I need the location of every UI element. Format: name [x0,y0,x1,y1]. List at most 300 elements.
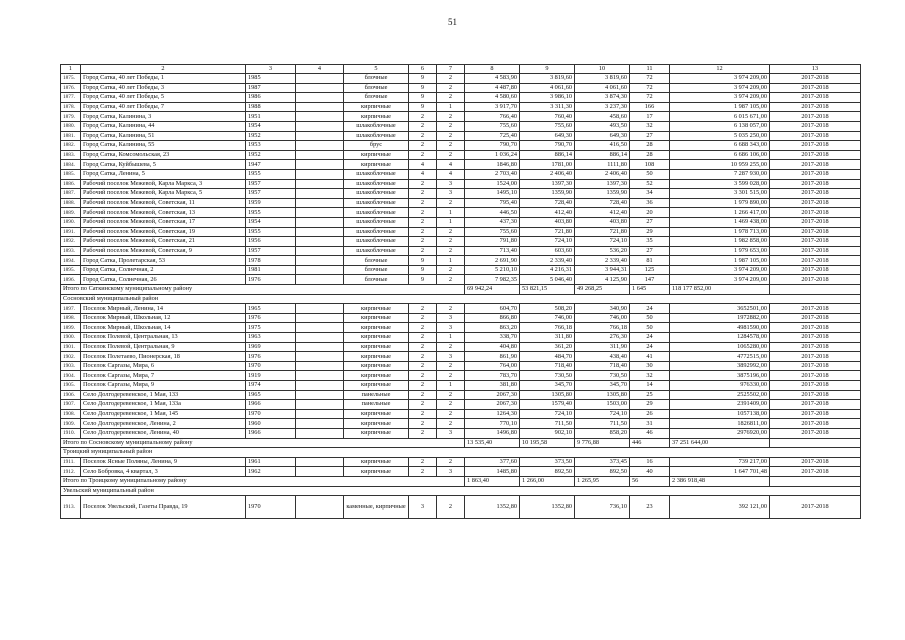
year-cell: 1987 [246,83,296,93]
address-cell: Село Бобровка, 4 квартал, 3 [81,467,246,477]
area-cell: 724,10 [575,237,630,247]
address-cell: Село Долгодеревенское, 1 Мая, 145 [81,409,246,419]
area-cell: 412,40 [520,208,575,218]
area-cell: 536,20 [575,246,630,256]
column-number-row [61,65,861,74]
period-cell: 2017-2018 [770,217,861,227]
area-cell: 404,80 [465,342,520,352]
column-number-cell: 6 [409,65,437,74]
area-cell: 7 982,35 [465,275,520,285]
floors-cell: 2 [409,428,437,438]
row-number-cell: 1887. [61,189,81,199]
entrances-cell: 2 [437,342,465,352]
empty-cell [296,179,344,189]
area-cell: 361,20 [520,342,575,352]
period-cell: 2017-2018 [770,352,861,362]
area-cell: 1524,00 [465,179,520,189]
area-cell: 764,00 [465,361,520,371]
total-area-cell: 49 268,25 [575,285,630,295]
residents-cell: 28 [630,141,670,151]
wall-material-cell: кирпичные [344,333,409,343]
row-number-cell: 1889. [61,208,81,218]
floors-cell: 2 [409,189,437,199]
period-cell: 2017-2018 [770,121,861,131]
empty-cell [296,131,344,141]
table-row [61,179,861,189]
table-row [61,467,861,477]
period-cell: 2017-2018 [770,419,861,429]
empty-cell [296,93,344,103]
row-number-cell: 1910. [61,428,81,438]
residents-cell: 27 [630,217,670,227]
wall-material-cell: кирпичные [344,342,409,352]
area-cell: 412,40 [575,208,630,218]
address-cell: Село Долгодеревенское, 1 Мая, 133а [81,400,246,410]
floors-cell: 2 [409,112,437,122]
wall-material-cell: блочные [344,275,409,285]
area-cell: 493,50 [575,121,630,131]
area-cell: 604,70 [465,304,520,314]
floors-cell: 2 [409,121,437,131]
residents-cell: 17 [630,112,670,122]
address-cell: Город Сатка, 40 лет Победы, 5 [81,93,246,103]
area-cell: 711,50 [520,419,575,429]
area-cell: 766,18 [575,323,630,333]
year-cell: 1970 [246,361,296,371]
residents-cell: 14 [630,381,670,391]
area-cell: 755,60 [520,121,575,131]
residents-cell: 20 [630,208,670,218]
table-row [61,169,861,179]
address-cell: Город Сатка, Калинина, 3 [81,112,246,122]
period-cell: 2017-2018 [770,265,861,275]
total-cost-cell: 2 386 918,48 [670,476,770,486]
floors-cell: 9 [409,93,437,103]
floors-cell: 2 [409,467,437,477]
wall-material-cell: каменные, кирпичные [344,496,409,519]
area-cell: 2 339,40 [520,256,575,266]
entrances-cell: 2 [437,371,465,381]
entrances-cell: 2 [437,74,465,84]
table-row [61,93,861,103]
wall-material-cell: кирпичные [344,371,409,381]
row-number-cell: 1892. [61,237,81,247]
address-cell: Поселок Мирный, Ленина, 14 [81,304,246,314]
wall-material-cell: блочные [344,74,409,84]
period-cell: 2017-2018 [770,457,861,467]
year-cell: 1957 [246,189,296,199]
table-row [61,313,861,323]
table-row [61,381,861,391]
period-cell: 2017-2018 [770,208,861,218]
year-cell: 1961 [246,457,296,467]
cost-cell: 1826811,00 [670,419,770,429]
area-cell: 902,10 [520,428,575,438]
floors-cell: 2 [409,227,437,237]
address-cell: Город Сатка, Комсомольская, 23 [81,150,246,160]
cost-cell: 6 686 106,00 [670,150,770,160]
period-cell: 2017-2018 [770,198,861,208]
table-row [61,265,861,275]
area-cell: 2067,30 [465,390,520,400]
wall-material-cell: шлакоблочные [344,237,409,247]
empty-cell [296,352,344,362]
district-name: Увельский муниципальный район [61,486,861,496]
area-cell: 338,70 [465,333,520,343]
table-row [61,390,861,400]
period-cell: 2017-2018 [770,74,861,84]
empty-cell [296,381,344,391]
area-cell: 4 216,31 [520,265,575,275]
wall-material-cell: кирпичные [344,381,409,391]
year-cell: 1955 [246,169,296,179]
residents-cell: 72 [630,83,670,93]
year-cell: 1976 [246,275,296,285]
area-cell: 4 125,90 [575,275,630,285]
wall-material-cell: кирпичные [344,361,409,371]
wall-material-cell: шлакоблочные [344,169,409,179]
empty-cell [296,237,344,247]
area-cell: 736,10 [575,496,630,519]
total-area-cell: 10 195,58 [520,438,575,448]
area-cell: 3 944,31 [575,265,630,275]
entrances-cell: 1 [437,381,465,391]
year-cell: 1959 [246,198,296,208]
residents-cell: 40 [630,467,670,477]
cost-cell: 3652501,00 [670,304,770,314]
row-number-cell: 1899. [61,323,81,333]
period-cell: 2017-2018 [770,227,861,237]
floors-cell: 2 [409,323,437,333]
district-name: Сосновский муниципальный район [61,294,861,304]
empty-cell [296,419,344,429]
cost-cell: 1972882,00 [670,313,770,323]
period-cell: 2017-2018 [770,342,861,352]
district-name: Троицкий муниципальный район [61,448,861,458]
total-area-cell: 1 863,40 [465,476,520,486]
area-cell: 724,10 [520,237,575,247]
floors-cell: 2 [409,246,437,256]
area-cell: 766,18 [520,323,575,333]
wall-material-cell: кирпичные [344,102,409,112]
residents-cell: 25 [630,390,670,400]
period-cell: 2017-2018 [770,102,861,112]
cost-cell: 392 121,00 [670,496,770,519]
cost-cell: 3 974 209,00 [670,83,770,93]
area-cell: 1 036,24 [465,150,520,160]
empty-cell [296,121,344,131]
entrances-cell: 2 [437,246,465,256]
area-cell: 403,80 [520,217,575,227]
cost-cell: 1065280,00 [670,342,770,352]
area-cell: 730,50 [575,371,630,381]
wall-material-cell: кирпичные [344,150,409,160]
area-cell: 311,90 [575,342,630,352]
row-number-cell: 1908. [61,409,81,419]
year-cell: 1975 [246,323,296,333]
table-row [61,419,861,429]
area-cell: 791,80 [465,237,520,247]
wall-material-cell: блочные [344,265,409,275]
total-area-cell: 13 535,40 [465,438,520,448]
area-cell: 373,45 [575,457,630,467]
residents-cell: 166 [630,102,670,112]
row-number-cell: 1881. [61,131,81,141]
floors-cell: 2 [409,179,437,189]
cost-cell: 6 688 343,00 [670,141,770,151]
total-label: Итого по Сосновскому муниципальному району [61,438,465,448]
area-cell: 3 874,30 [575,93,630,103]
empty-cell [296,141,344,151]
wall-material-cell: кирпичные [344,409,409,419]
entrances-cell: 4 [437,169,465,179]
total-area-cell: 1 265,95 [575,476,630,486]
area-cell: 2 691,90 [465,256,520,266]
period-cell: 2017-2018 [770,237,861,247]
column-number-cell: 10 [575,65,630,74]
empty-cell [296,342,344,352]
area-cell: 4 487,80 [465,83,520,93]
row-number-cell: 1907. [61,400,81,410]
wall-material-cell: кирпичные [344,467,409,477]
column-number-cell: 7 [437,65,465,74]
entrances-cell: 2 [437,265,465,275]
address-cell: Город Сатка, Пролетарская, 53 [81,256,246,266]
empty-cell [770,476,861,486]
column-number-cell: 9 [520,65,575,74]
wall-material-cell: кирпичные [344,313,409,323]
residents-cell: 27 [630,131,670,141]
cost-cell: 2391409,00 [670,400,770,410]
residents-cell: 147 [630,275,670,285]
residents-cell: 24 [630,333,670,343]
cost-cell: 1 978 713,00 [670,227,770,237]
residents-cell: 34 [630,189,670,199]
cost-cell: 3 301 515,00 [670,189,770,199]
entrances-cell: 1 [437,256,465,266]
area-cell: 713,40 [465,246,520,256]
entrances-cell: 2 [437,227,465,237]
empty-cell [296,371,344,381]
address-cell: Село Долгодеревенское, 1 Мая, 133 [81,390,246,400]
column-number-cell: 12 [670,65,770,74]
empty-cell [296,333,344,343]
cost-cell: 1057138,00 [670,409,770,419]
empty-cell [296,496,344,519]
residents-cell: 31 [630,419,670,429]
cost-cell: 3 974 209,00 [670,265,770,275]
residents-cell: 108 [630,160,670,170]
address-cell: Поселок Полевой, Центральная, 13 [81,333,246,343]
table-row [61,141,861,151]
empty-cell [296,409,344,419]
entrances-cell: 3 [437,189,465,199]
empty-cell [296,390,344,400]
address-cell: Город Сатка, Калинина, 44 [81,121,246,131]
wall-material-cell: кирпичные [344,304,409,314]
entrances-cell: 3 [437,467,465,477]
floors-cell: 2 [409,131,437,141]
floors-cell: 2 [409,141,437,151]
area-cell: 770,10 [465,419,520,429]
cost-cell: 7 287 930,00 [670,169,770,179]
cost-cell: 1 469 438,00 [670,217,770,227]
area-cell: 863,20 [465,323,520,333]
entrances-cell: 3 [437,323,465,333]
year-cell: 1965 [246,304,296,314]
entrances-cell: 2 [437,198,465,208]
address-cell: Поселок Саргазы, Мира, 9 [81,381,246,391]
entrances-cell: 2 [437,150,465,160]
area-cell: 718,40 [520,361,575,371]
area-cell: 276,30 [575,333,630,343]
area-cell: 603,60 [520,246,575,256]
table-row [61,102,861,112]
floors-cell: 2 [409,333,437,343]
cost-cell: 3 974 209,00 [670,74,770,84]
cost-cell: 1 266 417,00 [670,208,770,218]
area-cell: 886,14 [575,150,630,160]
entrances-cell: 2 [437,83,465,93]
table-row [61,189,861,199]
residents-cell: 41 [630,352,670,362]
residents-cell: 32 [630,371,670,381]
period-cell: 2017-2018 [770,371,861,381]
area-cell: 721,80 [575,227,630,237]
address-cell: Город Сатка, 40 лет Победы, 1 [81,74,246,84]
floors-cell: 2 [409,390,437,400]
year-cell: 1966 [246,400,296,410]
wall-material-cell: шлакоблочные [344,131,409,141]
address-cell: Рабочий поселок Межевой, Карла Маркса, 3 [81,179,246,189]
area-cell: 718,40 [575,361,630,371]
total-area-cell: 9 776,88 [575,438,630,448]
address-cell: Город Сатка, Ленина, 5 [81,169,246,179]
residents-cell: 26 [630,409,670,419]
area-cell: 438,40 [575,352,630,362]
period-cell: 2017-2018 [770,467,861,477]
year-cell: 1966 [246,428,296,438]
empty-cell [296,246,344,256]
floors-cell: 2 [409,313,437,323]
address-cell: Рабочий поселок Межевой, Советская, 9 [81,246,246,256]
cost-cell: 4772515,00 [670,352,770,362]
empty-cell [296,198,344,208]
period-cell: 2017-2018 [770,313,861,323]
row-number-cell: 1900. [61,333,81,343]
row-number-cell: 1883. [61,150,81,160]
wall-material-cell: кирпичные [344,352,409,362]
row-number-cell: 1896. [61,275,81,285]
address-cell: Город Сатка, Солнечная, 2 [81,265,246,275]
area-cell: 381,80 [465,381,520,391]
total-residents-cell: 1 645 [630,285,670,295]
residents-cell: 52 [630,179,670,189]
area-cell: 373,50 [520,457,575,467]
year-cell: 1970 [246,496,296,519]
wall-material-cell: кирпичные [344,428,409,438]
wall-material-cell: шлакоблочные [344,179,409,189]
total-cost-cell: 37 251 644,00 [670,438,770,448]
residents-cell: 32 [630,121,670,131]
row-number-cell: 1875. [61,74,81,84]
area-cell: 746,00 [575,313,630,323]
floors-cell: 9 [409,74,437,84]
empty-cell [296,457,344,467]
floors-cell: 2 [409,361,437,371]
wall-material-cell: брус [344,141,409,151]
table-row [61,275,861,285]
area-cell: 1111,80 [575,160,630,170]
total-area-cell: 69 942,24 [465,285,520,295]
area-cell: 1485,80 [465,467,520,477]
floors-cell: 2 [409,381,437,391]
year-cell: 1952 [246,150,296,160]
year-cell: 1986 [246,93,296,103]
cost-cell: 3892992,00 [670,361,770,371]
row-number-cell: 1898. [61,313,81,323]
area-cell: 403,80 [575,217,630,227]
entrances-cell: 4 [437,160,465,170]
area-cell: 4 061,60 [520,83,575,93]
cost-cell: 3875196,00 [670,371,770,381]
total-label: Итого по Саткинскому муниципальному району [61,285,465,295]
row-number-cell: 1901. [61,342,81,352]
table-row [61,496,861,519]
period-cell: 2017-2018 [770,333,861,343]
period-cell: 2017-2018 [770,496,861,519]
floors-cell: 2 [409,198,437,208]
cost-cell: 4981590,00 [670,323,770,333]
table-row [61,217,861,227]
wall-material-cell: шлакоблочные [344,121,409,131]
total-residents-cell: 446 [630,438,670,448]
empty-cell [296,227,344,237]
residents-cell: 16 [630,457,670,467]
address-cell: Поселок Увельский, Газеты Правда, 19 [81,496,246,519]
entrances-cell: 3 [437,179,465,189]
address-cell: Поселок Саргазы, Мира, 7 [81,371,246,381]
table-row [61,457,861,467]
row-number-cell: 1877. [61,93,81,103]
entrances-cell: 3 [437,428,465,438]
wall-material-cell: кирпичные [344,160,409,170]
row-number-cell: 1894. [61,256,81,266]
address-cell: Город Сатка, 40 лет Победы, 7 [81,102,246,112]
area-cell: 508,20 [520,304,575,314]
row-number-cell: 1906. [61,390,81,400]
residents-cell: 50 [630,323,670,333]
empty-cell [296,169,344,179]
area-cell: 724,10 [575,409,630,419]
year-cell: 1969 [246,342,296,352]
period-cell: 2017-2018 [770,93,861,103]
area-cell: 4 583,90 [465,74,520,84]
year-cell: 1963 [246,333,296,343]
page-number: 51 [448,17,457,27]
row-number-cell: 1895. [61,265,81,275]
area-cell: 783,70 [465,371,520,381]
wall-material-cell: панельные [344,390,409,400]
year-cell: 1974 [246,381,296,391]
area-cell: 1352,80 [520,496,575,519]
row-number-cell: 1885. [61,169,81,179]
row-number-cell: 1886. [61,179,81,189]
empty-cell [296,313,344,323]
floors-cell: 4 [409,169,437,179]
total-label: Итого по Троицкому муниципальному району [61,476,465,486]
entrances-cell: 3 [437,313,465,323]
